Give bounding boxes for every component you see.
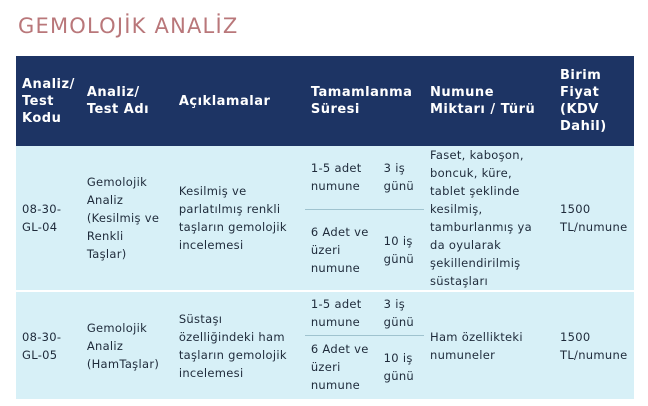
row-description: Süstaşı özelliğindeki ham taşların gemolojik incelemesi [173, 291, 305, 399]
row-description: Kesilmiş ve parlatılmış renkli taşların gemolojik incelemesi [173, 146, 305, 291]
table-row [16, 291, 634, 335]
row-price: 1500 TL/numune [554, 291, 634, 399]
row-qty-large: 6 Adet ve üzeri numune [305, 209, 378, 291]
row-qty-small: 1-5 adet numune [305, 291, 378, 335]
header-sample: Numune Miktarı / Türü [424, 56, 554, 146]
header-code: Analiz/ Test Kodu [16, 56, 81, 146]
row-code: 08-30-GL-04 [16, 146, 81, 291]
row-duration-large: 10 iş günü [378, 335, 424, 399]
row-code: 08-30-GL-05 [16, 291, 81, 399]
header-price: Birim Fiyat (KDV Dahil) [554, 56, 634, 146]
header-description: Açıklamalar [173, 56, 305, 146]
row-sample: Ham özellikteki numuneler [424, 291, 554, 399]
analysis-table [16, 56, 634, 399]
table-row [16, 146, 634, 209]
row-qty-large: 6 Adet ve üzeri numune [305, 335, 378, 399]
row-name: Gemolojik Analiz (HamTaşlar) [81, 291, 173, 399]
header-duration: Tamamlanma Süresi [305, 56, 424, 146]
row-duration-small: 3 iş günü [378, 291, 424, 335]
row-duration-small: 3 iş günü [378, 146, 424, 209]
row-name: Gemolojik Analiz (Kesilmiş ve Renkli Taşlar) [81, 146, 173, 291]
table-header-row [16, 56, 634, 146]
header-name: Analiz/ Test Adı [81, 56, 173, 146]
page-title: GEMOLOJİK ANALİZ [18, 14, 239, 38]
row-sample: Faset, kaboşon, boncuk, küre, tablet şeklinde kesilmiş, tamburlanmış ya da oyularak şekillendirilmiş süstaşları [424, 146, 554, 291]
row-qty-small: 1-5 adet numune [305, 146, 378, 209]
row-price: 1500 TL/numune [554, 146, 634, 291]
row-duration-large: 10 iş günü [378, 209, 424, 291]
